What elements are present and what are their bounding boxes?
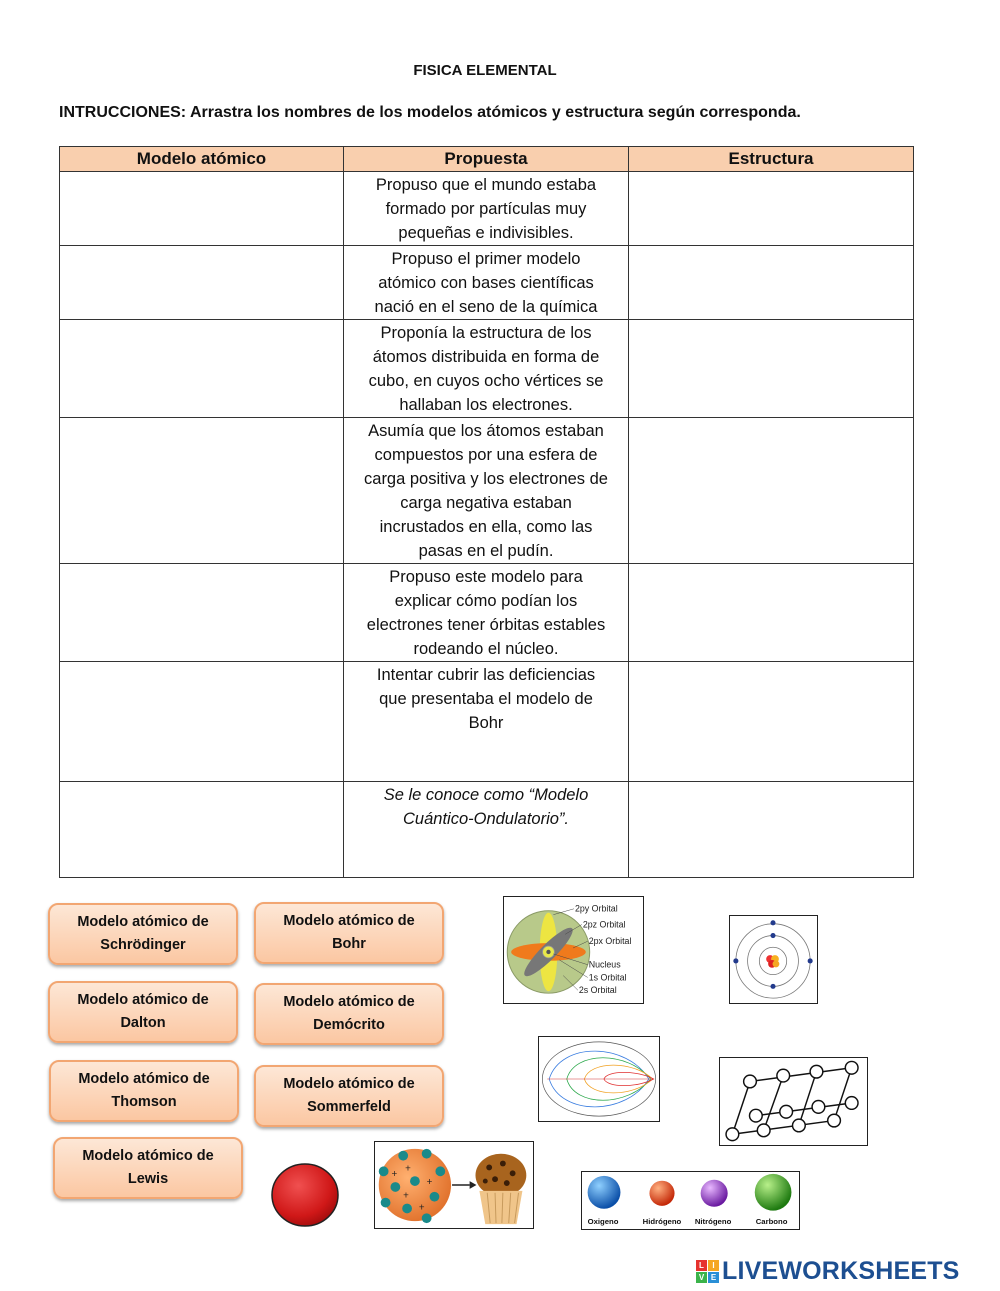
table-row [60, 172, 914, 246]
table-row [60, 418, 914, 564]
drop-zone-estructura[interactable] [629, 172, 914, 246]
table-row [60, 782, 914, 878]
logo-text: LIVEWORKSHEETS [722, 1256, 960, 1285]
thomson-model-image[interactable] [374, 1141, 534, 1229]
liveworksheets-logo [696, 1256, 960, 1286]
label-nucleus: Nucleus [588, 959, 621, 970]
propuesta-cell: Propuso el primer modelo atómico con bases científicas nació en el seno de la química [344, 246, 629, 320]
bohr-model-image[interactable] [729, 915, 818, 1004]
label-hidrogeno: Hidrógeno [642, 1217, 682, 1227]
propuesta-cell: Proponía la estructura de los átomos distribuida en forma de cubo, en cuyos ocho vértices se hallaban los electrones. [344, 320, 629, 418]
orbital-model-image[interactable] [503, 896, 644, 1004]
table-row [60, 320, 914, 418]
chip-sommerfeld[interactable]: Modelo atómico de Sommerfeld [254, 1065, 444, 1127]
drop-zone-estructura[interactable] [629, 564, 914, 662]
propuesta-cell: Propuso que el mundo estaba formado por partículas muy pequeñas e indivisibles. [344, 172, 629, 246]
chip-democrito[interactable]: Modelo atómico de Demócrito [254, 983, 444, 1045]
sommerfeld-model-image[interactable] [538, 1036, 660, 1122]
drop-zone-modelo[interactable] [60, 662, 344, 782]
dalton-sphere-image[interactable] [270, 1162, 340, 1228]
drop-zone-modelo[interactable] [60, 246, 344, 320]
chip-bohr[interactable]: Modelo atómico de Bohr [254, 902, 444, 964]
propuesta-cell: Asumía que los átomos estaban compuestos por una esfera de carga positiva y los electrones de carga negativa estaban incrustados en ella, como las pasas en el pudín. [344, 418, 629, 564]
svg-text:+: + [403, 1190, 409, 1202]
header-propuesta: Propuesta [344, 147, 629, 172]
chip-dalton[interactable]: Modelo atómico de Dalton [48, 981, 238, 1043]
drop-zone-modelo[interactable] [60, 418, 344, 564]
drop-zone-estructura[interactable] [629, 418, 914, 564]
drop-zone-modelo[interactable] [60, 320, 344, 418]
svg-text:+: + [405, 1163, 411, 1175]
chip-schrodinger[interactable]: Modelo atómico de Schrödinger [48, 903, 238, 965]
label-2px: 2px Orbital [588, 936, 632, 947]
svg-text:+: + [418, 1202, 425, 1214]
chip-thomson[interactable]: Modelo atómico de Thomson [49, 1060, 239, 1122]
label-oxigeno: Oxigeno [587, 1217, 619, 1227]
label-2s: 2s Orbital [578, 985, 617, 996]
propuesta-cell: Se le conoce como “Modelo Cuántico-Ondulatorio”. [344, 782, 629, 878]
propuesta-cell: Intentar cubrir las deficiencias que presentaba el modelo de Bohr [344, 662, 629, 782]
chip-lewis[interactable]: Modelo atómico de Lewis [53, 1137, 243, 1199]
label-nitrogeno: Nitrógeno [694, 1217, 732, 1227]
worksheet-title: FISICA ELEMENTAL [413, 62, 557, 79]
header-modelo: Modelo atómico [60, 147, 344, 172]
drop-zone-modelo[interactable] [60, 782, 344, 878]
label-carbono: Carbono [755, 1217, 788, 1227]
table-row [60, 662, 914, 782]
logo-mark: L I V E [696, 1260, 719, 1283]
drop-zone-estructura[interactable] [629, 320, 914, 418]
lewis-cube-image[interactable] [719, 1057, 868, 1146]
drop-zone-estructura[interactable] [629, 782, 914, 878]
svg-text:+: + [391, 1169, 398, 1181]
instructions: INTRUCCIONES: Arrastra los nombres de los modelos atómicos y estructura según corresponda. [59, 104, 801, 121]
table-row [60, 564, 914, 662]
header-estructura: Estructura [629, 147, 914, 172]
answer-table [59, 146, 914, 878]
table-row [60, 246, 914, 320]
label-2py: 2py Orbital [574, 903, 618, 914]
drop-zone-modelo[interactable] [60, 564, 344, 662]
label-2pz: 2pz Orbital [582, 919, 626, 930]
propuesta-cell: Propuso este modelo para explicar cómo podían los electrones tener órbitas estables rodeando el núcleo. [344, 564, 629, 662]
svg-text:+: + [426, 1177, 433, 1188]
drop-zone-estructura[interactable] [629, 246, 914, 320]
drop-zone-estructura[interactable] [629, 662, 914, 782]
drop-zone-modelo[interactable] [60, 172, 344, 246]
label-1s: 1s Orbital [588, 972, 627, 983]
colored-atoms-image[interactable] [581, 1171, 800, 1230]
